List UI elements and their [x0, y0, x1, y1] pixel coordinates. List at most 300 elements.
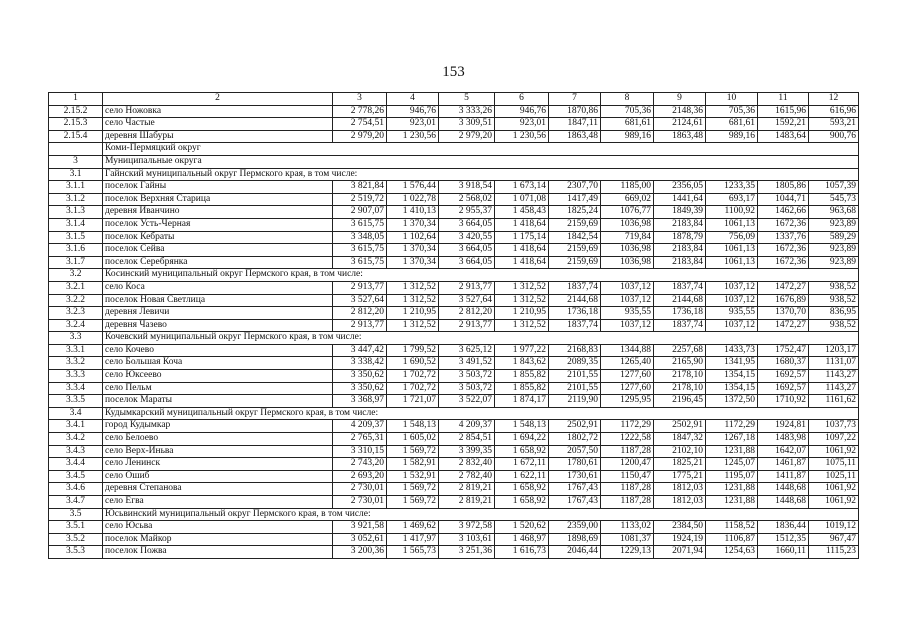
- value-cell: 1692,57: [758, 382, 809, 395]
- column-number-cell: 5: [439, 93, 495, 106]
- value-cell: 3 368,97: [333, 395, 387, 408]
- table-row: [49, 533, 859, 546]
- value-cell: 1 469,62: [387, 521, 439, 534]
- value-cell: 719,84: [601, 231, 654, 244]
- settlement-name-cell: поселок Верхняя Старица: [103, 193, 333, 206]
- table-row: [49, 218, 859, 231]
- settlement-name-cell: поселок Серебрянка: [103, 256, 333, 269]
- value-cell: 2 778,26: [333, 105, 387, 118]
- group-title-cell: Гайнский муниципальный округ Пермского края, в том числе:: [103, 168, 859, 181]
- value-cell: 3 251,36: [439, 546, 495, 559]
- value-cell: 3 921,58: [333, 521, 387, 534]
- value-cell: 2 832,40: [439, 458, 495, 471]
- value-cell: 1 410,13: [387, 206, 439, 219]
- table-row: [49, 395, 859, 408]
- value-cell: 935,55: [706, 307, 758, 320]
- value-cell: 923,89: [809, 244, 859, 257]
- value-cell: 1512,35: [758, 533, 809, 546]
- value-cell: 2144,68: [654, 294, 706, 307]
- value-cell: 1660,11: [758, 546, 809, 559]
- value-cell: 1037,12: [706, 294, 758, 307]
- value-cell: 1372,50: [706, 395, 758, 408]
- value-cell: 1 658,92: [495, 445, 549, 458]
- value-cell: 1277,60: [601, 382, 654, 395]
- value-cell: 963,68: [809, 206, 859, 219]
- value-cell: 2178,10: [654, 382, 706, 395]
- value-cell: 3 615,75: [333, 218, 387, 231]
- value-cell: 2 754,51: [333, 118, 387, 131]
- row-number-cell: 2.15.4: [49, 130, 103, 143]
- value-cell: 1780,61: [549, 458, 601, 471]
- value-cell: 3 333,26: [439, 105, 495, 118]
- value-cell: 1036,98: [601, 244, 654, 257]
- table-row: [49, 357, 859, 370]
- value-cell: 681,61: [601, 118, 654, 131]
- value-cell: 2165,90: [654, 357, 706, 370]
- value-cell: 2101,55: [549, 382, 601, 395]
- value-cell: 3 310,15: [333, 445, 387, 458]
- row-number-cell: 3.4.7: [49, 496, 103, 509]
- table-row: [49, 344, 859, 357]
- value-cell: 1472,27: [758, 281, 809, 294]
- value-cell: 1767,43: [549, 483, 601, 496]
- value-cell: 1231,88: [706, 496, 758, 509]
- value-cell: 1203,17: [809, 344, 859, 357]
- value-cell: 1 605,02: [387, 433, 439, 446]
- value-cell: 1870,86: [549, 105, 601, 118]
- value-cell: 1812,03: [654, 496, 706, 509]
- value-cell: 1 977,22: [495, 344, 549, 357]
- value-cell: 1775,21: [654, 470, 706, 483]
- value-cell: 3 664,05: [439, 218, 495, 231]
- value-cell: 1 418,64: [495, 218, 549, 231]
- value-cell: 1158,52: [706, 521, 758, 534]
- row-number-cell: 3.1.3: [49, 206, 103, 219]
- value-cell: 1 022,78: [387, 193, 439, 206]
- value-cell: 3 821,84: [333, 181, 387, 194]
- settlement-name-cell: село Юксеево: [103, 370, 333, 383]
- value-cell: 1097,22: [809, 433, 859, 446]
- value-cell: 1 370,34: [387, 218, 439, 231]
- settlement-name-cell: село Частые: [103, 118, 333, 131]
- value-cell: 693,17: [706, 193, 758, 206]
- value-cell: 900,76: [809, 130, 859, 143]
- group-title-cell: Кочевский муниципальный округ Пермского края, в том числе:: [103, 332, 859, 345]
- column-number-cell: 11: [758, 93, 809, 106]
- value-cell: 3 103,61: [439, 533, 495, 546]
- value-cell: 1 569,72: [387, 496, 439, 509]
- value-cell: 1150,47: [601, 470, 654, 483]
- value-cell: 3 491,52: [439, 357, 495, 370]
- value-cell: 1 702,72: [387, 370, 439, 383]
- table-row: [49, 206, 859, 219]
- value-cell: 1692,57: [758, 370, 809, 383]
- value-cell: 3 447,42: [333, 344, 387, 357]
- value-cell: 2089,35: [549, 357, 601, 370]
- value-cell: 1 855,82: [495, 382, 549, 395]
- row-number-cell: 3.2.2: [49, 294, 103, 307]
- row-number-cell: 3.2: [49, 269, 103, 282]
- value-cell: 1 312,52: [495, 294, 549, 307]
- value-cell: 2 730,01: [333, 483, 387, 496]
- value-cell: 593,21: [809, 118, 859, 131]
- column-number-cell: 9: [654, 93, 706, 106]
- group-row: [49, 332, 859, 345]
- value-cell: 1265,40: [601, 357, 654, 370]
- value-cell: 967,47: [809, 533, 859, 546]
- table-row: [49, 319, 859, 332]
- table-row: [49, 496, 859, 509]
- value-cell: 589,29: [809, 231, 859, 244]
- value-cell: 1 468,97: [495, 533, 549, 546]
- value-cell: 938,52: [809, 281, 859, 294]
- settlement-name-cell: село Белоево: [103, 433, 333, 446]
- settlement-name-cell: село Коса: [103, 281, 333, 294]
- value-cell: 681,61: [706, 118, 758, 131]
- value-cell: 1277,60: [601, 370, 654, 383]
- value-cell: 1441,64: [654, 193, 706, 206]
- value-cell: 1 175,14: [495, 231, 549, 244]
- row-number-cell: 3.1.1: [49, 181, 103, 194]
- table-row: [49, 181, 859, 194]
- value-cell: 923,01: [387, 118, 439, 131]
- value-cell: 989,16: [601, 130, 654, 143]
- value-cell: 1354,15: [706, 382, 758, 395]
- value-cell: 2196,45: [654, 395, 706, 408]
- value-cell: 669,02: [601, 193, 654, 206]
- group-row: [49, 269, 859, 282]
- value-cell: 1461,87: [758, 458, 809, 471]
- value-cell: 1 843,62: [495, 357, 549, 370]
- value-cell: 3 350,62: [333, 382, 387, 395]
- value-cell: 1680,37: [758, 357, 809, 370]
- settlement-name-cell: село Верх-Иньва: [103, 445, 333, 458]
- value-cell: 2 979,20: [333, 130, 387, 143]
- settlement-name-cell: село Большая Коча: [103, 357, 333, 370]
- tariff-table: [48, 92, 859, 559]
- value-cell: 1863,48: [549, 130, 601, 143]
- group-row: [49, 143, 859, 156]
- row-number-cell: [49, 143, 103, 156]
- value-cell: 2 819,21: [439, 496, 495, 509]
- value-cell: 2178,10: [654, 370, 706, 383]
- value-cell: 2 743,20: [333, 458, 387, 471]
- settlement-name-cell: поселок Майкор: [103, 533, 333, 546]
- value-cell: 2144,68: [549, 294, 601, 307]
- value-cell: 2 854,51: [439, 433, 495, 446]
- value-cell: 2 913,77: [333, 319, 387, 332]
- group-title-cell: Юсьвинский муниципальный округ Пермского края, в том числе:: [103, 508, 859, 521]
- settlement-name-cell: поселок Мараты: [103, 395, 333, 408]
- value-cell: 3 420,55: [439, 231, 495, 244]
- value-cell: 1337,76: [758, 231, 809, 244]
- value-cell: 1837,74: [549, 319, 601, 332]
- value-cell: 1 874,17: [495, 395, 549, 408]
- value-cell: 1061,13: [706, 218, 758, 231]
- value-cell: 1133,02: [601, 521, 654, 534]
- value-cell: 1448,68: [758, 496, 809, 509]
- settlement-name-cell: село Ленинск: [103, 458, 333, 471]
- value-cell: 3 503,72: [439, 382, 495, 395]
- value-cell: 1195,07: [706, 470, 758, 483]
- value-cell: 1483,64: [758, 130, 809, 143]
- value-cell: 1044,71: [758, 193, 809, 206]
- value-cell: 1676,89: [758, 294, 809, 307]
- table-row: [49, 458, 859, 471]
- value-cell: 1061,13: [706, 244, 758, 257]
- row-number-cell: 3.3.5: [49, 395, 103, 408]
- value-cell: 1462,66: [758, 206, 809, 219]
- column-number-cell: 7: [549, 93, 601, 106]
- value-cell: 1267,18: [706, 433, 758, 446]
- value-cell: 2102,10: [654, 445, 706, 458]
- value-cell: 2 913,77: [439, 319, 495, 332]
- value-cell: 1 548,13: [495, 420, 549, 433]
- table-row: [49, 470, 859, 483]
- settlement-name-cell: деревня Иванчино: [103, 206, 333, 219]
- value-cell: 1 721,07: [387, 395, 439, 408]
- value-cell: 1 370,34: [387, 256, 439, 269]
- value-cell: 756,09: [706, 231, 758, 244]
- row-number-cell: 3.3.2: [49, 357, 103, 370]
- value-cell: 1 417,97: [387, 533, 439, 546]
- value-cell: 1 071,08: [495, 193, 549, 206]
- value-cell: 1837,74: [654, 281, 706, 294]
- value-cell: 1417,49: [549, 193, 601, 206]
- value-cell: 1354,15: [706, 370, 758, 383]
- value-cell: 1 230,56: [495, 130, 549, 143]
- value-cell: 2148,36: [654, 105, 706, 118]
- value-cell: 2307,70: [549, 181, 601, 194]
- value-cell: 1 210,95: [387, 307, 439, 320]
- value-cell: 2159,69: [549, 244, 601, 257]
- value-cell: 946,76: [387, 105, 439, 118]
- value-cell: 1752,47: [758, 344, 809, 357]
- value-cell: 1 672,11: [495, 458, 549, 471]
- value-cell: 1061,92: [809, 445, 859, 458]
- value-cell: 1100,92: [706, 206, 758, 219]
- group-row: [49, 508, 859, 521]
- value-cell: 1924,81: [758, 420, 809, 433]
- group-title-cell: Косинский муниципальный округ Пермского края, в том числе:: [103, 269, 859, 282]
- value-cell: 1231,88: [706, 445, 758, 458]
- value-cell: 2 913,77: [439, 281, 495, 294]
- column-number-cell: 12: [809, 93, 859, 106]
- row-number-cell: 3.1.6: [49, 244, 103, 257]
- settlement-name-cell: село Ножовка: [103, 105, 333, 118]
- settlement-name-cell: село Юсьва: [103, 521, 333, 534]
- value-cell: 1344,88: [601, 344, 654, 357]
- value-cell: 705,36: [706, 105, 758, 118]
- value-cell: 1 312,52: [387, 281, 439, 294]
- row-number-cell: 3.4.5: [49, 470, 103, 483]
- row-number-cell: 3.4.1: [49, 420, 103, 433]
- row-number-cell: 3.5.1: [49, 521, 103, 534]
- value-cell: 938,52: [809, 294, 859, 307]
- settlement-name-cell: деревня Левичи: [103, 307, 333, 320]
- value-cell: 1037,12: [601, 294, 654, 307]
- value-cell: 2183,84: [654, 218, 706, 231]
- value-cell: 1 799,52: [387, 344, 439, 357]
- value-cell: 1172,29: [601, 420, 654, 433]
- value-cell: 1433,73: [706, 344, 758, 357]
- value-cell: 1200,47: [601, 458, 654, 471]
- value-cell: 1672,36: [758, 256, 809, 269]
- value-cell: 1037,12: [706, 281, 758, 294]
- value-cell: 1222,58: [601, 433, 654, 446]
- row-number-cell: 3.1.4: [49, 218, 103, 231]
- value-cell: 1061,92: [809, 496, 859, 509]
- value-cell: 1061,13: [706, 256, 758, 269]
- value-cell: 1411,87: [758, 470, 809, 483]
- value-cell: 2502,91: [549, 420, 601, 433]
- value-cell: 2046,44: [549, 546, 601, 559]
- value-cell: 1483,98: [758, 433, 809, 446]
- value-cell: 1037,12: [601, 281, 654, 294]
- value-cell: 1075,11: [809, 458, 859, 471]
- value-cell: 4 209,37: [333, 420, 387, 433]
- value-cell: 1187,28: [601, 496, 654, 509]
- value-cell: 946,76: [495, 105, 549, 118]
- value-cell: 3 348,05: [333, 231, 387, 244]
- table-row: [49, 281, 859, 294]
- value-cell: 2502,91: [654, 420, 706, 433]
- value-cell: 1 673,14: [495, 181, 549, 194]
- column-number-cell: 6: [495, 93, 549, 106]
- value-cell: 1672,36: [758, 218, 809, 231]
- value-cell: 1836,44: [758, 521, 809, 534]
- value-cell: 1825,21: [654, 458, 706, 471]
- table-row: [49, 118, 859, 131]
- table-row: [49, 105, 859, 118]
- table-row: [49, 193, 859, 206]
- row-number-cell: 3.4.4: [49, 458, 103, 471]
- value-cell: 3 918,54: [439, 181, 495, 194]
- value-cell: 1 702,72: [387, 382, 439, 395]
- row-number-cell: 3.1.5: [49, 231, 103, 244]
- settlement-name-cell: поселок Кебраты: [103, 231, 333, 244]
- row-number-cell: 3.2.4: [49, 319, 103, 332]
- value-cell: 2 913,77: [333, 281, 387, 294]
- table-row: [49, 231, 859, 244]
- settlement-name-cell: село Ошиб: [103, 470, 333, 483]
- settlement-name-cell: поселок Гайны: [103, 181, 333, 194]
- value-cell: 3 527,64: [333, 294, 387, 307]
- value-cell: 2 907,07: [333, 206, 387, 219]
- value-cell: 3 522,07: [439, 395, 495, 408]
- value-cell: 3 972,58: [439, 521, 495, 534]
- value-cell: 4 209,37: [439, 420, 495, 433]
- value-cell: 2 568,02: [439, 193, 495, 206]
- value-cell: 3 200,36: [333, 546, 387, 559]
- value-cell: 3 399,35: [439, 445, 495, 458]
- table-row: [49, 445, 859, 458]
- value-cell: 2101,55: [549, 370, 601, 383]
- value-cell: 923,89: [809, 218, 859, 231]
- value-cell: 1672,36: [758, 244, 809, 257]
- settlement-name-cell: поселок Пожва: [103, 546, 333, 559]
- value-cell: 1878,79: [654, 231, 706, 244]
- row-number-cell: 3.1.7: [49, 256, 103, 269]
- value-cell: 1 694,22: [495, 433, 549, 446]
- value-cell: 1036,98: [601, 218, 654, 231]
- row-number-cell: 3.5.2: [49, 533, 103, 546]
- value-cell: 1 532,91: [387, 470, 439, 483]
- row-number-cell: 2.15.2: [49, 105, 103, 118]
- value-cell: 1812,03: [654, 483, 706, 496]
- value-cell: 1037,73: [809, 420, 859, 433]
- value-cell: 1863,48: [654, 130, 706, 143]
- value-cell: 1642,07: [758, 445, 809, 458]
- value-cell: 1185,00: [601, 181, 654, 194]
- value-cell: 1849,39: [654, 206, 706, 219]
- value-cell: 935,55: [601, 307, 654, 320]
- value-cell: 1 622,11: [495, 470, 549, 483]
- value-cell: 545,73: [809, 193, 859, 206]
- value-cell: 1 312,52: [387, 294, 439, 307]
- value-cell: 1 690,52: [387, 357, 439, 370]
- group-title-cell: Коми-Пермяцкий округ: [103, 143, 859, 156]
- value-cell: 1825,24: [549, 206, 601, 219]
- value-cell: 1037,12: [706, 319, 758, 332]
- value-cell: 1 458,43: [495, 206, 549, 219]
- value-cell: 1837,74: [654, 319, 706, 332]
- value-cell: 2 693,20: [333, 470, 387, 483]
- value-cell: 1057,39: [809, 181, 859, 194]
- value-cell: 836,95: [809, 307, 859, 320]
- value-cell: 2384,50: [654, 521, 706, 534]
- group-title-cell: Кудымкарский муниципальный округ Пермского края, в том числе:: [103, 407, 859, 420]
- value-cell: 1115,23: [809, 546, 859, 559]
- value-cell: 1 418,64: [495, 244, 549, 257]
- value-cell: 1802,72: [549, 433, 601, 446]
- value-cell: 1730,61: [549, 470, 601, 483]
- table-row: [49, 307, 859, 320]
- value-cell: 1837,74: [549, 281, 601, 294]
- value-cell: 2183,84: [654, 244, 706, 257]
- value-cell: 1025,11: [809, 470, 859, 483]
- value-cell: 1592,21: [758, 118, 809, 131]
- value-cell: 1 210,95: [495, 307, 549, 320]
- value-cell: 1 658,92: [495, 483, 549, 496]
- row-number-cell: 3.4.3: [49, 445, 103, 458]
- value-cell: 1131,07: [809, 357, 859, 370]
- value-cell: 1081,37: [601, 533, 654, 546]
- value-cell: 2 782,40: [439, 470, 495, 483]
- value-cell: 1842,54: [549, 231, 601, 244]
- value-cell: 2 819,21: [439, 483, 495, 496]
- value-cell: 3 625,12: [439, 344, 495, 357]
- value-cell: 1 312,52: [495, 281, 549, 294]
- value-cell: 1 370,34: [387, 244, 439, 257]
- value-cell: 1295,95: [601, 395, 654, 408]
- value-cell: 2124,61: [654, 118, 706, 131]
- value-cell: 1106,87: [706, 533, 758, 546]
- value-cell: 705,36: [601, 105, 654, 118]
- value-cell: 1924,19: [654, 533, 706, 546]
- table-row: [49, 130, 859, 143]
- value-cell: 1245,07: [706, 458, 758, 471]
- column-number-cell: 1: [49, 93, 103, 106]
- row-number-cell: 3.3: [49, 332, 103, 345]
- row-number-cell: 3.2.1: [49, 281, 103, 294]
- value-cell: 2257,68: [654, 344, 706, 357]
- value-cell: 3 350,62: [333, 370, 387, 383]
- value-cell: 1231,88: [706, 483, 758, 496]
- group-title-cell: Муниципальные округа: [103, 155, 859, 168]
- value-cell: 1172,29: [706, 420, 758, 433]
- settlement-name-cell: село Егва: [103, 496, 333, 509]
